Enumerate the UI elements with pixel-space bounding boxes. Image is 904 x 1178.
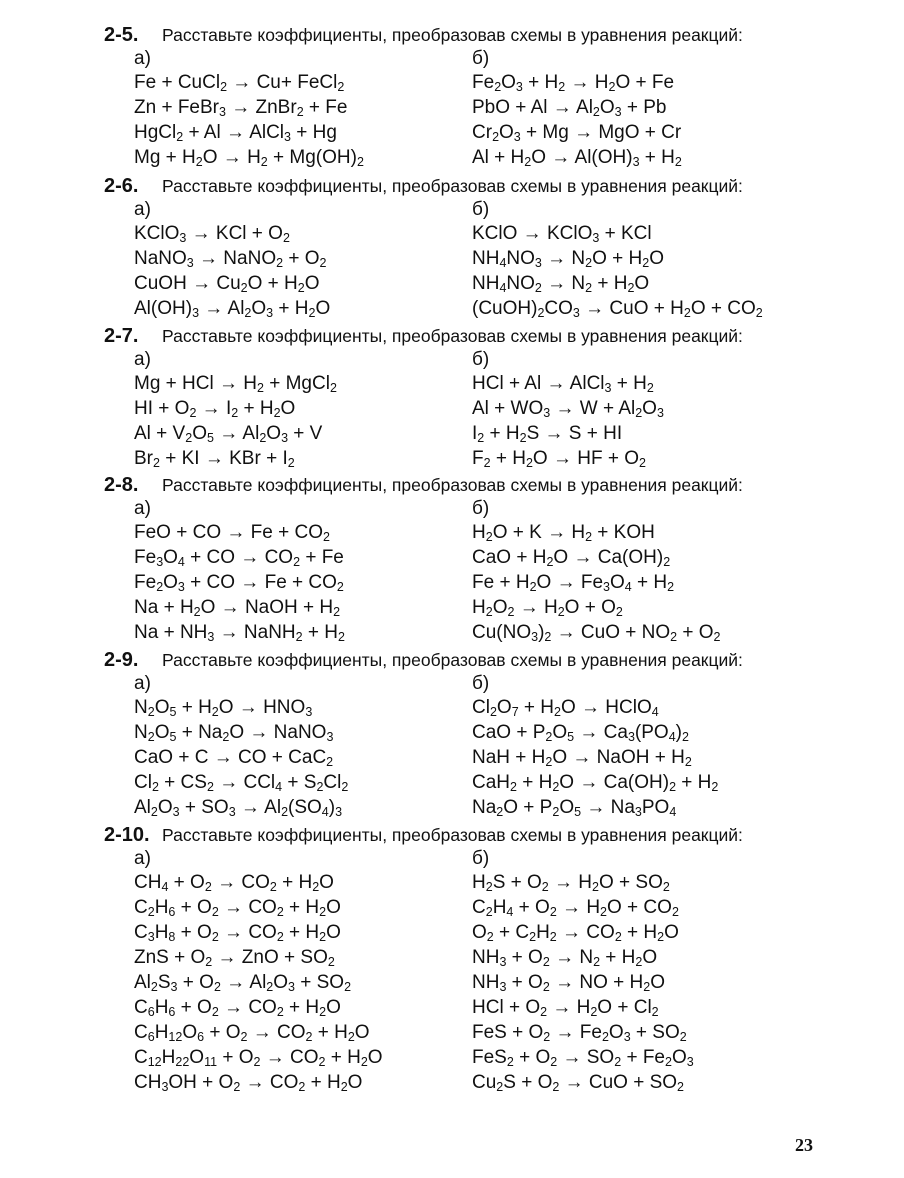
column-b-label: б) <box>472 498 490 519</box>
equation: $Al_2O_3 + SO_3 \to Al_2(SO_4)_3$ <box>134 797 343 819</box>
equation: FeO + CO → $Fe + CO_2$ <box>134 522 330 544</box>
problem-number: 2-5. <box>104 24 139 46</box>
equation: FeS + $O_2 \to Fe_2O_3 + SO_2$ <box>472 1022 687 1044</box>
equation: $O_2 + C_2H_2 \to CO_2 + H_2O$ <box>472 922 679 944</box>
equation: $H_2O + K \to H_2$ + KOH <box>472 522 655 544</box>
equation: $FeS_2 + O_2 \to SO_2 + Fe_2O_3$ <box>472 1047 694 1069</box>
problem-header <box>104 472 824 498</box>
equation: Zn + FeBr$_3$ → ZnBr$_2$ + Fe <box>134 97 348 119</box>
column-a <box>134 673 348 820</box>
column-a-label: а) <box>134 498 151 519</box>
column-a <box>134 498 345 645</box>
page-number: 23 <box>795 1135 813 1155</box>
problem-2-9 <box>104 647 824 819</box>
equation: $Mg + H_2O \to H_2 + Mg(OH)_2$ <box>134 147 364 169</box>
equation: HCl + $O_2 \to H_2O + Cl_2$ <box>472 997 659 1019</box>
column-a-label: а) <box>134 349 151 370</box>
equation: HgCl$_2$ + Al → AlCl$_3$ + Hg <box>134 122 337 144</box>
equation: Mg + HCl → $H_2$ + MgCl$_2$ <box>134 373 337 395</box>
equation: $H_2O_2 \to H_2O + O_2$ <box>472 597 623 619</box>
equation: $Na + H_2O$ → NaOH + $H_2$ <box>134 597 341 619</box>
problem-2-10 <box>104 822 824 1094</box>
equation: Fe + CuCl$_2$ → Cu+ FeCl$_2$ <box>134 72 345 94</box>
equation: $C_2H_6 + O_2 \to CO_2 + H_2O$ <box>134 897 341 919</box>
equation: $C_{12}H_{22}O_{11} + O_2 \to CO_2 + H_2O$ <box>134 1047 383 1069</box>
equation: $CaH_2 + H_2O \to Ca(OH)_2 + H_2$ <box>472 772 719 794</box>
equation: $Cu_2S + O_2$ → CuO + $SO_2$ <box>472 1072 684 1094</box>
equation: KClO$_3$ → KCl + $O_2$ <box>134 223 290 245</box>
equation: KClO → KClO$_3$ + KCl <box>472 223 652 245</box>
equation: $C_6H_{12}O_6 + O_2 \to CO_2 + H_2O$ <box>134 1022 370 1044</box>
equation: $Cr_2O_3 + Mg$ → MgO + Cr <box>472 122 682 144</box>
problem-header <box>104 647 824 673</box>
problem-instruction: Расставьте коэффициенты, преобразовав схемы в уравнения реакций: <box>162 25 743 45</box>
column-b <box>472 673 718 820</box>
equation: $Al + WO_3 \to W + Al_2O_3$ <box>472 398 664 420</box>
equation: $Cl_2O_7 + H_2O$ → HClO$_4$ <box>472 697 659 719</box>
equation: $C_6H_6 + O_2 \to CO_2 + H_2O$ <box>134 997 341 1019</box>
equation: $Na_2O + P_2O_5 \to Na_3PO_4$ <box>472 797 677 819</box>
problem-instruction: Расставьте коэффициенты, преобразовав схемы в уравнения реакций: <box>162 326 743 346</box>
equation: CaO + $P_2O_5 \to Ca_3(PO_4)_2$ <box>472 722 689 744</box>
column-b <box>472 349 664 471</box>
equation: $C_2H_4 + O_2 \to H_2O + CO_2$ <box>472 897 679 919</box>
column-a-label: а) <box>134 48 151 69</box>
problem-header <box>104 173 824 199</box>
column-b <box>472 48 682 170</box>
column-b-label: б) <box>472 199 490 220</box>
equation: $I_2 + H_2S \to S$ + HI <box>472 423 623 445</box>
equation: $Fe_3O_4$ + CO → $CO_2 + Fe$ <box>134 547 344 569</box>
column-b-label: б) <box>472 48 490 69</box>
equation: HI + $O_2 \to I_2 + H_2O$ <box>134 398 296 420</box>
equation: $NH_4NO_2 \to N_2 + H_2O$ <box>472 273 650 295</box>
equation: $N_2O_5 + H_2O \to HNO_3$ <box>134 697 313 719</box>
equation: $Al + H_2O \to Al(OH)_3 + H_2$ <box>472 147 682 169</box>
problem-instruction: Расставьте коэффициенты, преобразовав схемы в уравнения реакций: <box>162 650 743 670</box>
equation: PbO + $Al \to Al_2O_3 + Pb$ <box>472 97 667 119</box>
equation: ZnS + $O_2$ → ZnO + $SO_2$ <box>134 947 335 969</box>
column-b <box>472 848 694 1095</box>
problem-instruction: Расставьте коэффициенты, преобразовав схемы в уравнения реакций: <box>162 825 743 845</box>
problem-number: 2-7. <box>104 325 139 347</box>
column-b-label: б) <box>472 848 490 869</box>
equation: $Al + V_2O_5 \to Al_2O_3 + V$ <box>134 423 323 445</box>
equation: $Al(OH)_3 \to Al_2O_3 + H_2O$ <box>134 298 331 320</box>
problem-header <box>104 323 824 349</box>
problem-header <box>104 822 824 848</box>
equation: $Cl_2 + CS_2 \to CCl_4 + S_2Cl_2$ <box>134 772 349 794</box>
equation: $F_2 + H_2O$ → HF + $O_2$ <box>472 448 646 470</box>
column-a-label: а) <box>134 673 151 694</box>
column-a <box>134 848 383 1095</box>
problem-instruction: Расставьте коэффициенты, преобразовав схемы в уравнения реакций: <box>162 176 743 196</box>
equation: NaH + $H_2O$ → NaOH + $H_2$ <box>472 747 692 769</box>
column-b-label: б) <box>472 349 490 370</box>
equation: $C_3H_8 + O_2 \to CO_2 + H_2O$ <box>134 922 341 944</box>
equation: CaO + $H_2O \to Ca(OH)_2$ <box>472 547 671 569</box>
problem-instruction: Расставьте коэффициенты, преобразовав схемы в уравнения реакций: <box>162 475 743 495</box>
column-b <box>472 498 720 645</box>
equation: $NH_3 + O_2$ → NO + $H_2O$ <box>472 972 665 994</box>
problem-number: 2-6. <box>104 175 139 197</box>
problem-2-7 <box>104 323 824 470</box>
equation: $CH_4 + O_2 \to CO_2 + H_2O$ <box>134 872 334 894</box>
equation: $Fe_2O_3$ + CO → $Fe + CO_2$ <box>134 572 344 594</box>
equation: CaO + C → CO + CaC$_2$ <box>134 747 334 769</box>
problem-number: 2-9. <box>104 649 139 671</box>
problem-2-5 <box>104 22 824 169</box>
equation: $Br_2$ + KI → KBr + $I_2$ <box>134 448 295 470</box>
equation: CuOH → $Cu_2O + H_2O$ <box>134 273 320 295</box>
problem-number: 2-8. <box>104 474 139 496</box>
problem-number: 2-10. <box>104 824 150 846</box>
equation: $H_2S + O_2 \to H_2O + SO_2$ <box>472 872 670 894</box>
column-a <box>134 48 364 170</box>
problem-2-8 <box>104 472 824 644</box>
equation: $(CuOH)_2CO_3$ → CuO + $H_2O + CO_2$ <box>472 298 763 320</box>
column-b-label: б) <box>472 673 490 694</box>
equation: $N_2O_5 + Na_2O$ → NaNO$_3$ <box>134 722 334 744</box>
equation: $Fe_2O_3 + H_2 \to H_2O + Fe$ <box>472 72 675 94</box>
equation: $CH_3OH + O_2 \to CO_2 + H_2O$ <box>134 1072 363 1094</box>
equation: NaNO$_3$ → NaNO$_2$ + $O_2$ <box>134 248 327 270</box>
equation: HCl + Al → AlCl$_3$ + $H_2$ <box>472 373 654 395</box>
equation: $NH_4NO_3 \to N_2O + H_2O$ <box>472 248 664 270</box>
column-a <box>134 199 330 321</box>
problem-header <box>104 22 824 48</box>
equation: $Al_2S_3 + O_2 \to Al_2O_3 + SO_2$ <box>134 972 352 994</box>
column-a-label: а) <box>134 848 151 869</box>
equation: $Cu(NO_3)_2$ → CuO + $NO_2 + O_2$ <box>472 622 721 644</box>
column-b <box>472 199 763 321</box>
equation: $NH_3 + O_2 \to N_2 + H_2O$ <box>472 947 658 969</box>
equation: $Na + NH_3$ → NaNH$_2$ + $H_2$ <box>134 622 345 644</box>
equation: $Fe + H_2O \to Fe_3O_4 + H_2$ <box>472 572 675 594</box>
column-a <box>134 349 337 471</box>
column-a-label: а) <box>134 199 151 220</box>
problem-2-6 <box>104 173 824 320</box>
